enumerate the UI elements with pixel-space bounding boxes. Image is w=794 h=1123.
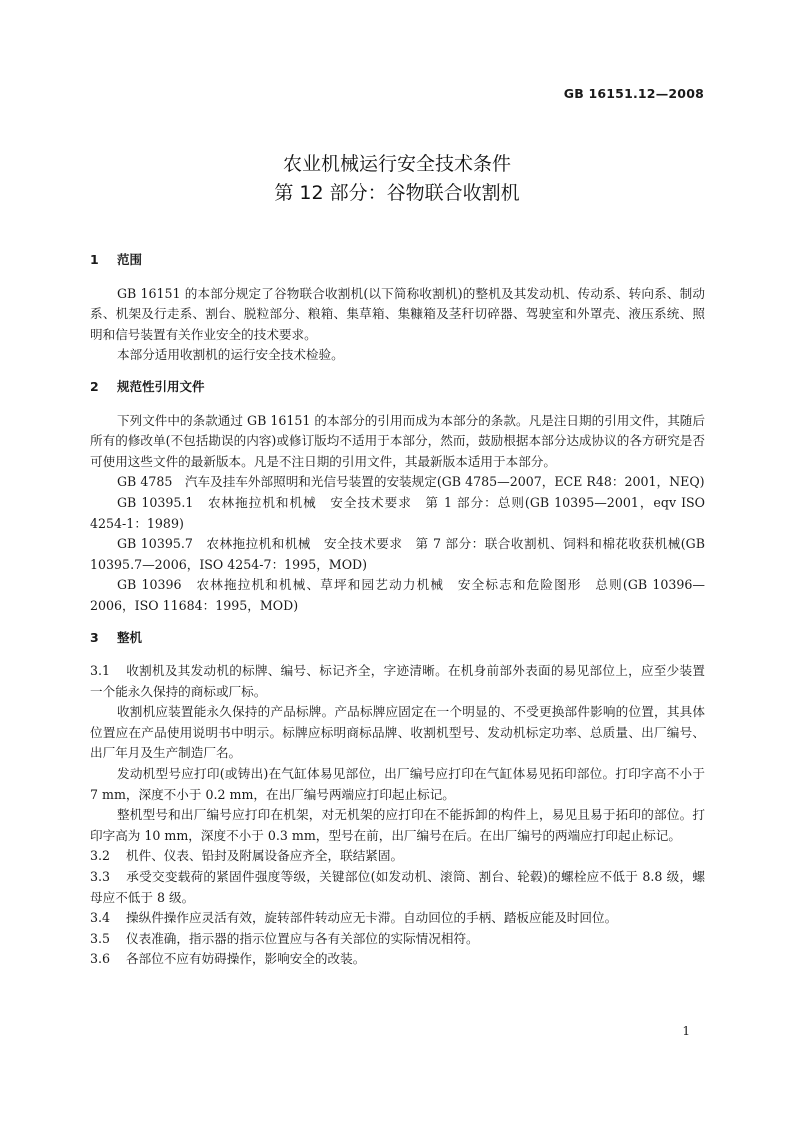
title-line-2: 第 12 部分：谷物联合收割机 [274,182,520,204]
paragraph: 本部分适用收割机的运行安全技术检验。 [117,347,344,363]
section-title: 规范性引用文件 [117,378,205,394]
clause-3-5 [90,929,705,950]
document-body [90,250,705,970]
clause-3-4 [90,908,705,929]
paragraph: GB 16151 的本部分规定了谷物联合收割机(以下简称收割机)的整机及其发动机、传动系、转向系、制动系、机架及行走系、割台、脱粒部分、粮箱、集草箱、集糠箱及茎秆切碎器、驾驶室和外罩壳、液压系统、照明和信号装置有关作业安全的技术要求。 [90,285,705,342]
clause-text: 各部位不应有妨碍操作，影响安全的改装。 [126,951,366,967]
section-1-heading [90,250,705,271]
clause-number: 3.2 [90,848,111,864]
clause-text: 仪表准确，指示器的指示位置应与各有关部位的实际情况相符。 [126,930,479,946]
section-title: 范围 [117,252,143,267]
clause-text: 承受交变载荷的紧固件强度等级，关键部位(如发动机、滚筒、割台、轮毂)的螺栓应不低于 8.8 级，螺母应不低于 8 级。 [90,869,705,905]
reference-item: GB 10396 农林拖拉机和机械、草坪和园艺动力机械 安全标志和危险图形 总则(GB 10396—2006，ISO 11684：1995，MOD) [90,577,705,613]
section-number: 1 [90,252,99,267]
title-line-1: 农业机械运行安全技术条件 [282,153,511,175]
clause-number: 3.3 [90,869,111,885]
clause-number: 3.1 [90,663,111,679]
section-2-heading [90,377,705,398]
section-3-heading [90,628,705,649]
clause-number: 3.4 [90,910,111,926]
section-number: 2 [90,378,99,394]
clause-3-1 [90,661,705,702]
paragraph: 整机型号和出厂编号应打印在机架，对无机架的应打印在不能拆卸的构件上，易见且易于拓印的部位。打印字高为 10 mm，深度不小于 0.3 mm，型号在前，出厂编号在后。在出厂编号的两端应打印起止标记。 [90,807,705,843]
clause-text: 收割机及其发动机的标牌、编号、标记齐全，字迹清晰。在机身前部外表面的易见部位上，应至少装置一个能永久保持的商标或厂标。 [90,663,705,699]
clause-3-2 [90,846,705,867]
reference-item: GB 10395.1 农林拖拉机和机械 安全技术要求 第 1 部分：总则(GB 10395—2001，eqv ISO 4254-1：1989) [90,494,705,531]
section-number: 3 [90,629,99,645]
clause-3-6 [90,949,705,970]
clause-text: 机件、仪表、铅封及附属设备应齐全，联结紧固。 [126,848,404,864]
clause-number: 3.5 [90,930,111,946]
clause-3-3 [90,867,705,908]
document-title [0,150,794,208]
paragraph: 下列文件中的条款通过 GB 16151 的本部分的引用而成为本部分的条款。凡是注日期的引用文件，其随后所有的修改单(不包括勘误的内容)或修订版均不适用于本部分，然而，鼓励根据本部分达成协议的各方研究是否可使用这些文件的最新版本。凡是不注日期的引用文件，其最新版本适用于本部分。 [90,412,705,469]
reference-item: GB 4785 汽车及挂车外部照明和光信号装置的安装规定(GB 4785—2007，ECE R48：2001，NEQ) [117,474,705,490]
paragraph: 发动机型号应打印(或铸出)在气缸体易见部位，出厂编号应打印在气缸体易见拓印部位。打印字高不小于 7 mm，深度不小于 0.2 mm，在出厂编号两端应打印起止标记。 [90,766,705,802]
standard-number: GB 16151.12—2008 [563,86,704,101]
clause-number: 3.6 [90,951,111,967]
section-title: 整机 [117,629,143,645]
reference-item: GB 10395.7 农林拖拉机和机械 安全技术要求 第 7 部分：联合收割机、饲料和棉花收获机械(GB 10395.7—2006，ISO 4254-7：1995，MOD) [90,536,705,572]
page-number: 1 [682,1024,690,1038]
clause-text: 操纵件操作应灵活有效，旋转部件转动应无卡滞。自动回位的手柄、踏板应能及时回位。 [126,910,618,926]
paragraph: 收割机应装置能永久保持的产品标牌。产品标牌应固定在一个明显的、不受更换部件影响的位置，其具体位置应在产品使用说明书中明示。标牌应标明商标品牌、收割机型号、发动机标定功率、总质量、出厂编号、出厂年月及生产制造厂名。 [90,704,705,761]
